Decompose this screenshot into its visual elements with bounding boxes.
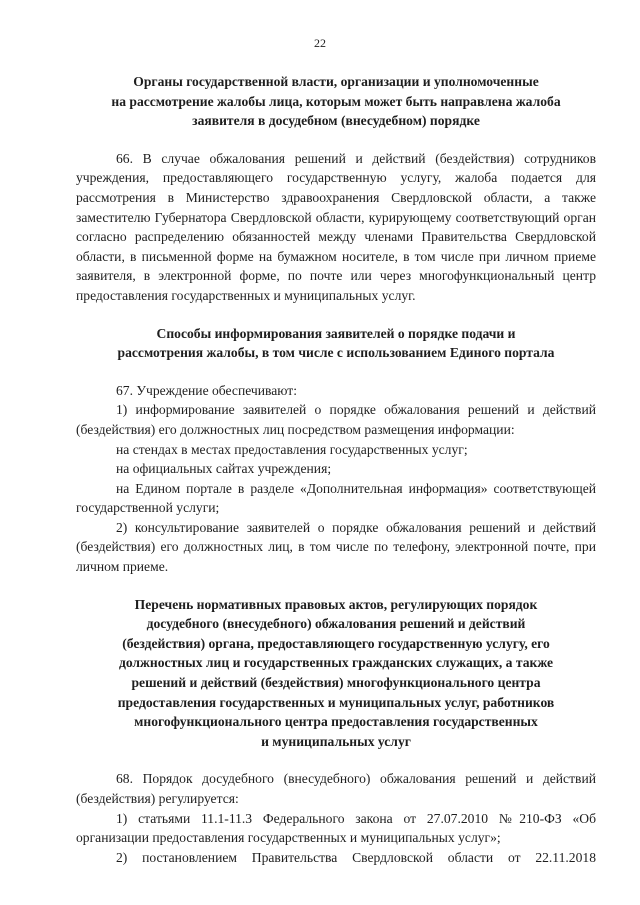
section-heading-complaint-bodies — [76, 72, 596, 131]
heading-line: решений и действий (бездействия) многофункционального центра — [131, 675, 541, 691]
heading-line: должностных лиц и государственных гражданских служащих, а также — [118, 655, 554, 671]
paragraph-68-item-1: 1) статьями 11.1-11.3 Федерального закона от 27.07.2010 №210-ФЗ «Об организации предоставления государственных и муниципальных услуг»; — [76, 810, 596, 846]
heading-line: Способы информирования заявителей о порядке подачи и — [156, 325, 516, 341]
paragraph-66: 66. В случае обжалования решений и действий (бездействия) сотрудников учреждения, предоставляющего государственную услугу, жалоба подается для рассмотрения в Министерство здравоохранения Свердловской области, а также заместителю Губернатора Свердловской области, курирующему соответствующий орган согласно распределению обязанностей между членами Правительства Свердловской области, в письменной форме на бумажном носителе, в том числе при личном приеме заявителя, в электронной форме, по почте или через многофункциональный центр предоставления государственных и муниципальных услуг. — [76, 150, 596, 303]
heading-line: (бездействия) органа, предоставляющего государственную услугу, его — [122, 635, 550, 651]
paragraph-67-item-1a: на стендах в местах предоставления государственных услуг; — [116, 441, 468, 457]
heading-line: на рассмотрение жалобы лица, которым может быть направлена жалоба — [111, 93, 561, 109]
heading-line: многофункционального центра предоставления государственных — [134, 714, 538, 730]
paragraph-67-item-1: 1) информирование заявителей о порядке обжалования решений и действий (бездействия) его должностных лиц посредством размещения информации: — [76, 402, 596, 437]
paragraph-67-item-1b: на официальных сайтах учреждения; — [116, 461, 332, 477]
heading-line: и муниципальных услуг — [261, 733, 411, 749]
heading-line: Органы государственной власти, организации и уполномоченные — [133, 74, 539, 89]
paragraph-67-intro: 67. Учреждение обеспечивают: — [116, 382, 297, 398]
paragraph-68-intro: 68. Порядок досудебного (внесудебного) обжалования решений и действий (бездействия) регулируется: — [76, 771, 596, 806]
section-heading-informing-methods — [76, 324, 596, 363]
last-line: 2) постановлением Правительства Свердловской области от 22.11.2018 — [116, 849, 596, 865]
page-content — [76, 72, 596, 867]
paragraph-67-item-1c: на Едином портале в разделе «Дополнительная информация» соответствующей государственной услуги; — [76, 480, 596, 516]
heading-line: рассмотрения жалобы, в том числе с использованием Единого портала — [117, 345, 555, 361]
page-number: 22 — [314, 36, 326, 50]
heading-line: Перечень нормативных правовых актов, регулирующих порядок — [134, 596, 538, 612]
heading-line: досудебного (внесудебного) обжалования решений и действий — [146, 616, 526, 632]
section-heading-regulatory-acts — [76, 595, 596, 752]
heading-line: предоставления государственных и муниципальных услуг, работников — [117, 694, 555, 710]
paragraph-67-item-2: 2) консультирование заявителей о порядке обжалования решений и действий (бездействия) его должностных лиц, в том числе по телефону, электронной почте, при личном приеме. — [76, 519, 596, 575]
heading-line: заявителя в досудебном (внесудебном) порядке — [192, 113, 480, 129]
paragraph-68-item-2 — [76, 848, 596, 868]
